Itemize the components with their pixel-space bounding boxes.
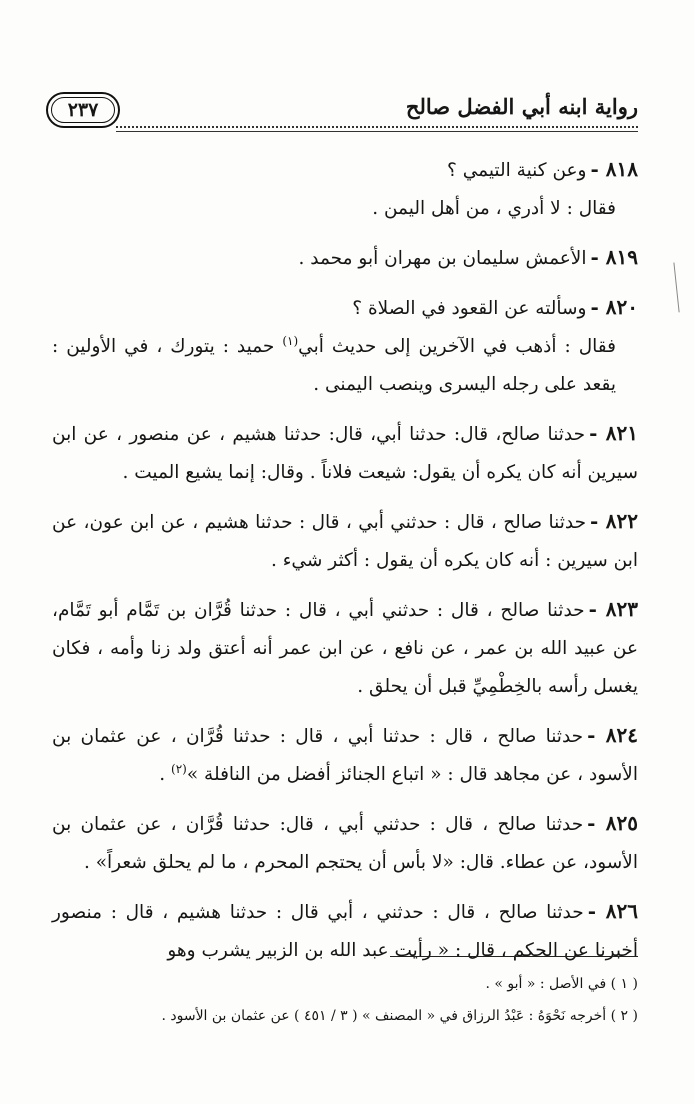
entry-number: ٨١٩ -	[590, 245, 638, 269]
entry-825	[52, 804, 638, 882]
entry-text: حدثنا صالح، قال: حدثنا أبي، قال: حدثنا هشيم ، عن منصور ، عن ابن سيرين أنه كان يكره أن يقول: شيعت فلاناً . وقال: إنما يشيع الميت .	[52, 424, 638, 483]
margin-mark	[673, 262, 687, 313]
header-dotted-rule	[116, 126, 638, 128]
entry-number: ٨٢٥ -	[587, 811, 638, 835]
entry-text: حدثنا صالح ، قال : حدثني أبي ، قال : حدثنا هشيم ، عن ابن عون، عن ابن سيرين : أنه كان يكره أن يقول : أكثر شيء .	[52, 512, 638, 571]
entry-text: حدثنا صالح ، قال : حدثني أبي ، قال : حدثنا قُرَّان بن تَمَّام أبو تَمَّام، عن عبيد الله بن عمر ، عن نافع ، عن ابن عمر أنه أعتق ولد زنا وأمه ، فكان يغسل رأسه بالخِطْمِيِّ قبل أن يحلق .	[52, 600, 638, 697]
footnote-1: ( ١ ) في الأصل : « أبو » .	[485, 976, 638, 992]
header-rule	[116, 131, 638, 132]
entry-number: ٨١٨ -	[590, 157, 638, 181]
entry-number: ٨٢٣ -	[588, 597, 638, 621]
entry-text: الأعمش سليمان بن مهران أبو محمد .	[298, 248, 587, 269]
entry-text: حدثنا صالح ، قال : حدثني أبي ، قال: حدثنا قُرَّان ، عن عثمان بن الأسود، عن عطاء. قال: «لا بأس أن يحتجم المحرم ، ما لم يحلق شعراً» .	[52, 814, 638, 873]
entry-answer: فقال : لا أدري ، من أهل اليمن .	[372, 198, 616, 219]
footnote-ref-2[interactable]: (٢)	[171, 761, 187, 776]
running-title: رواية ابنه أبي الفضل صالح	[405, 94, 638, 119]
entry-question: وسألته عن القعود في الصلاة ؟	[352, 298, 587, 319]
entry-question: وعن كنية التيمي ؟	[447, 160, 587, 181]
page-number-badge	[46, 92, 120, 128]
entry-820	[52, 288, 638, 404]
entry-text: حدثنا صالح ، قال : حدثنا أبي ، قال : حدثنا قُرَّان ، عن عثمان بن الأسود ، عن مجاهد قال : « اتباع الجنائز أفضل من النافلة »	[52, 726, 638, 785]
entry-number: ٨٢٤ -	[587, 723, 638, 747]
entry-818	[52, 150, 638, 228]
footnote-ref-1[interactable]: (١)	[282, 333, 299, 348]
entry-number: ٨٢٠ -	[590, 295, 638, 319]
main-text	[52, 150, 638, 980]
footnote-separator	[390, 956, 638, 957]
entry-824	[52, 716, 638, 794]
entry-number: ٨٢١ -	[589, 421, 638, 445]
footnotes	[60, 968, 638, 1032]
entry-text: حدثنا صالح ، قال : حدثني ، أبي قال : حدثنا هشيم ، قال : منصور أخبرنا عن الحكم ، قال : « رأيت عبد الله بن الزبير يشرب وهو	[52, 902, 638, 961]
entry-text-end: .	[159, 764, 166, 785]
page-header	[46, 88, 638, 132]
entry-823	[52, 590, 638, 706]
footnote-2: ( ٢ ) أخرجه نَحْوَهُ : عَبْدُ الرزاق في « المصنف » ( ٣ / ٤٥١ ) عن عثمان بن الأسود .	[161, 1008, 638, 1024]
entry-number: ٨٢٢ -	[590, 509, 639, 533]
entry-822	[52, 502, 638, 580]
entry-answer-part1: فقال : أذهب في الآخرين إلى حديث أبي	[298, 336, 616, 357]
entry-819	[52, 238, 638, 278]
page-number: ٢٣٧	[67, 99, 99, 121]
entry-number: ٨٢٦ -	[587, 899, 638, 923]
entry-826	[52, 892, 638, 970]
entry-answer-part2: حميد : يتورك ، في الأولين : يقعد على رجله اليسرى وينصب اليمنى .	[52, 336, 616, 395]
entry-821	[52, 414, 638, 492]
